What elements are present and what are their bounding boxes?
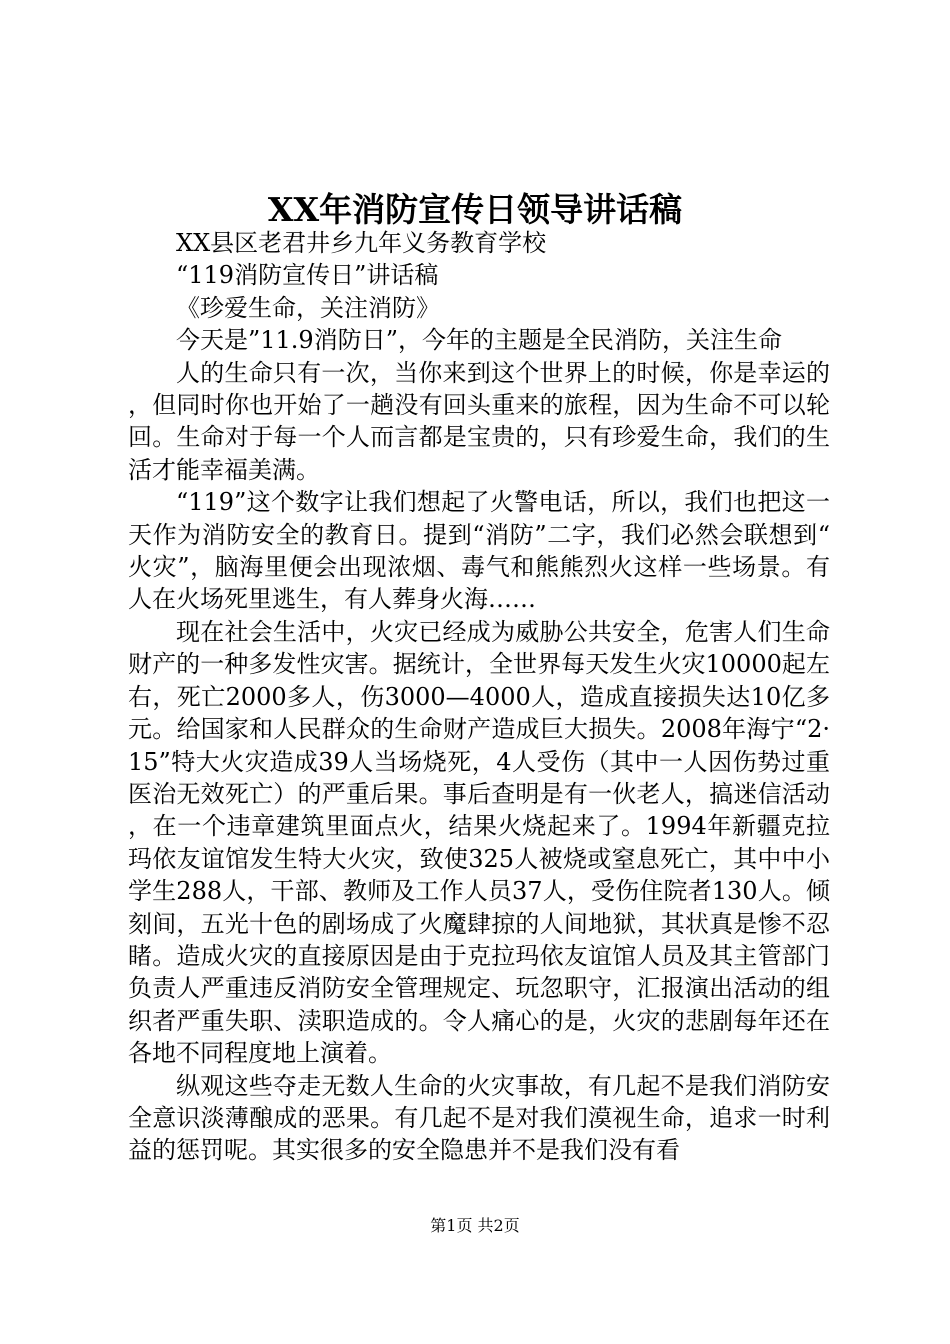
paragraph-speech-label: “119消防宣传日”讲话稿 [176,261,439,290]
paragraph: 今天是”11.9消防日”，今年的主题是全民消防，关注生命 [176,326,782,355]
paragraph: “119”这个数字让我们想起了火警电话，所以，我们也把这一天作为消防安全的教育日。提到“消防”二字，我们必然会联想到“火灾”，脑海里便会出现浓烟、毒气和熊熊烈火这样一些场景。有人在火场死里逃生，有人葬身火海…… [128,488,830,614]
page-footer: 第1页 共2页 [430,1216,520,1235]
document-title: XX年消防宣传日领导讲话稿 [267,190,683,229]
paragraph-speech-title: 《珍爱生命，关注消防》 [176,293,440,322]
document-body [128,227,830,1167]
paragraph-school-name: XX县区老君井乡九年义务教育学校 [176,229,547,257]
paragraph: 纵观这些夺走无数人生命的火灾事故，有几起不是我们消防安全意识淡薄酿成的恶果。有几起不是对我们漠视生命，追求一时利益的惩罚呢。其实很多的安全隐患并不是我们没有看 [128,1071,830,1165]
paragraph: 人的生命只有一次，当你来到这个世界上的时候，你是幸运的，但同时你也开始了一趟没有回头重来的旅程，因为生命不可以轮回。生命对于每一个人而言都是宝贵的，只有珍爱生命，我们的生活才能幸福美满。 [128,358,830,484]
paragraph: 现在社会生活中，火灾已经成为威胁公共安全，危害人们生命财产的一种多发性灾害。据统计，全世界每天发生火灾10000起左右，死亡2000多人，伤3000—4000人，造成直接损失达10亿多元。给国家和人民群众的生命财产造成巨大损失。2008年海宁“2·15”特大火灾造成39人当场烧死，4人受伤（其中一人因伤势过重医治无效死亡）的严重后果。事后查明是有一伙老人，搞迷信活动，在一个违章建筑里面点火，结果火烧起来了。1994年新疆克拉玛依友谊馆发生特大火灾，致使325人被烧或窒息死亡，其中中小学生288人，干部、教师及工作人员37人，受伤住院者130人。倾刻间，五光十色的剧场成了火魔肆掠的人间地狱，其状真是惨不忍睹。造成火灾的直接原因是由于克拉玛依友谊馆人员及其主管部门负责人严重违反消防安全管理规定、玩忽职守，汇报演出活动的组织者严重失职、渎职造成的。令人痛心的是，火灾的悲剧每年还在各地不同程度地上演着。 [128,617,830,1068]
